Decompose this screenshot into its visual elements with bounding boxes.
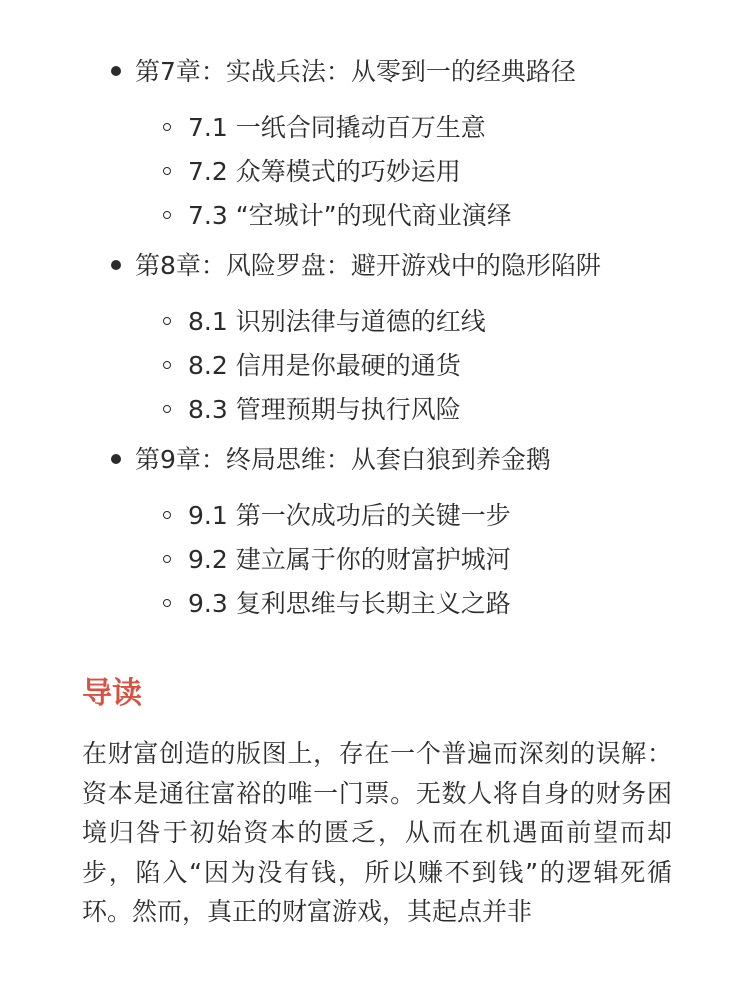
section-item	[0, 344, 750, 388]
section-item	[0, 106, 750, 150]
section-item	[0, 194, 750, 238]
circle-bullet-icon	[163, 361, 171, 369]
section-item	[0, 538, 750, 582]
chapter-title: 第9章：终局思维：从套白狼到养金鹅	[135, 445, 551, 474]
reading-guide-heading: 导读	[82, 676, 142, 711]
section-title: 8.2 信用是你最硬的通货	[188, 351, 461, 380]
reading-guide-paragraph: 在财富创造的版图上，存在一个普遍而深刻的误解：资本是通往富裕的唯一门票。无数人将自身的财务困境归咎于初始资本的匮乏，从而在机遇面前望而却步，陷入“因为没有钱，所以赚不到钱”的逻辑死循环。然而，真正的财富游戏，其起点并非	[82, 739, 672, 926]
circle-bullet-icon	[163, 167, 171, 175]
table-of-contents	[0, 52, 750, 634]
circle-bullet-icon	[163, 405, 171, 413]
section-title: 9.3 复利思维与长期主义之路	[188, 589, 511, 618]
section-list	[0, 300, 750, 432]
section-item	[0, 388, 750, 432]
section-title: 9.1 第一次成功后的关键一步	[188, 501, 511, 530]
section-item	[0, 150, 750, 194]
circle-bullet-icon	[163, 555, 171, 563]
chapter-item	[0, 52, 750, 238]
section-item	[0, 582, 750, 626]
section-title: 8.3 管理预期与执行风险	[188, 395, 461, 424]
section-item	[0, 494, 750, 538]
section-title: 7.2 众筹模式的巧妙运用	[188, 157, 461, 186]
chapter-title: 第7章：实战兵法：从零到一的经典路径	[135, 57, 576, 86]
disc-bullet-icon	[111, 260, 121, 270]
section-list	[0, 106, 750, 238]
circle-bullet-icon	[163, 123, 171, 131]
section-title: 8.1 识别法律与道德的红线	[188, 307, 486, 336]
chapter-title: 第8章：风险罗盘：避开游戏中的隐形陷阱	[135, 251, 601, 280]
chapter-item	[0, 246, 750, 432]
chapter-title-row	[0, 52, 750, 92]
section-title: 7.3 “空城计”的现代商业演绎	[188, 201, 512, 230]
chapter-item	[0, 440, 750, 626]
circle-bullet-icon	[163, 599, 171, 607]
section-list	[0, 494, 750, 626]
circle-bullet-icon	[163, 511, 171, 519]
circle-bullet-icon	[163, 211, 171, 219]
chapter-title-row	[0, 440, 750, 480]
section-title: 9.2 建立属于你的财富护城河	[188, 545, 511, 574]
disc-bullet-icon	[111, 66, 121, 76]
circle-bullet-icon	[163, 317, 171, 325]
chapter-title-row	[0, 246, 750, 286]
section-title: 7.1 一纸合同撬动百万生意	[188, 113, 486, 142]
disc-bullet-icon	[111, 454, 121, 464]
section-item	[0, 300, 750, 344]
